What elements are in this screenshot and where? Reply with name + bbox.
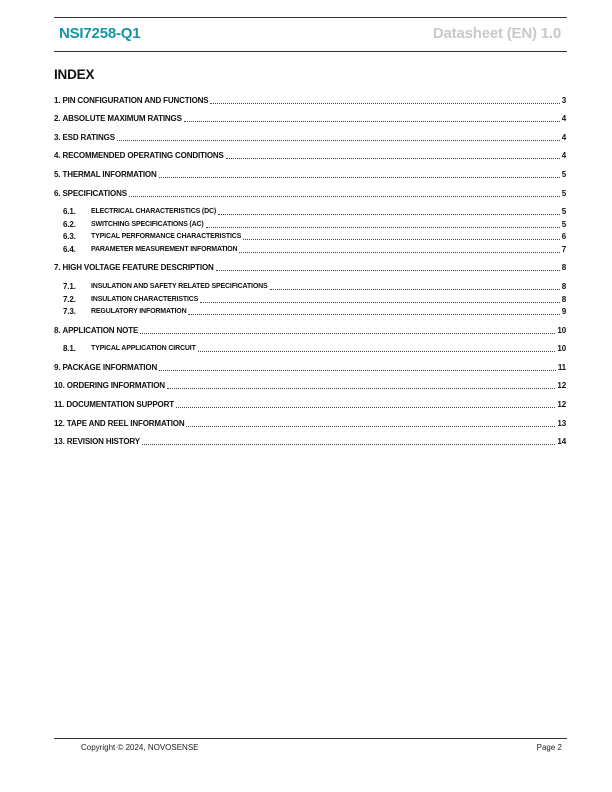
toc-number: 7.2. bbox=[63, 295, 76, 304]
toc-number: 6.4. bbox=[63, 245, 76, 254]
toc-number: 13. bbox=[54, 437, 65, 446]
toc-entry[interactable] bbox=[54, 325, 566, 336]
toc-page-number: 5 bbox=[561, 170, 566, 179]
toc-label: SWITCHING SPECIFICATIONS (AC) bbox=[91, 221, 204, 228]
toc-page-number: 3 bbox=[561, 96, 566, 105]
toc-label: HIGH VOLTAGE FEATURE DESCRIPTION bbox=[62, 263, 214, 272]
toc-page-number: 12 bbox=[557, 381, 566, 390]
toc-page-number: 11 bbox=[557, 363, 566, 372]
toc-entry[interactable] bbox=[54, 113, 566, 124]
toc-page-number: 4 bbox=[561, 133, 566, 142]
toc-number: 12. bbox=[54, 419, 65, 428]
index-title: INDEX bbox=[54, 67, 95, 82]
toc-label: ELECTRICAL CHARACTERISTICS (DC) bbox=[91, 208, 217, 215]
toc-page-number: 13 bbox=[557, 419, 566, 428]
toc-page-number: 5 bbox=[561, 220, 566, 229]
toc-page-number: 14 bbox=[557, 437, 566, 446]
toc-leader bbox=[142, 443, 555, 445]
toc-page-number: 8 bbox=[561, 263, 566, 272]
toc-label: PACKAGE INFORMATION bbox=[62, 363, 158, 372]
toc-page-number: 5 bbox=[561, 189, 566, 198]
toc-leader bbox=[176, 406, 555, 408]
toc-leader bbox=[216, 269, 560, 271]
toc-label: ESD RATINGS bbox=[62, 133, 115, 142]
page-header bbox=[54, 17, 567, 52]
toc-number: 11. bbox=[54, 400, 65, 409]
toc-entry[interactable] bbox=[54, 188, 566, 199]
toc-entry[interactable] bbox=[54, 150, 566, 161]
toc-label: THERMAL INFORMATION bbox=[62, 170, 157, 179]
footer-copyright: Copyright © 2024, NOVOSENSE bbox=[81, 743, 199, 752]
toc-leader bbox=[140, 332, 555, 334]
toc-page-number: 9 bbox=[561, 307, 566, 316]
toc-leader bbox=[243, 238, 560, 240]
toc-leader bbox=[186, 425, 555, 427]
toc-subentry[interactable] bbox=[63, 244, 566, 255]
toc-leader bbox=[226, 157, 560, 159]
toc-label: REGULATORY INFORMATION bbox=[91, 308, 187, 315]
toc-number: 6.3. bbox=[63, 232, 76, 241]
toc-number: 6.1. bbox=[63, 207, 76, 216]
toc-number: 7.3. bbox=[63, 307, 76, 316]
toc-leader bbox=[159, 176, 560, 178]
toc-label: SPECIFICATIONS bbox=[62, 189, 127, 198]
toc-leader bbox=[210, 102, 559, 104]
toc-entry[interactable] bbox=[54, 362, 566, 373]
toc-label: INSULATION CHARACTERISTICS bbox=[91, 296, 199, 303]
toc-page-number: 6 bbox=[561, 232, 566, 241]
document-id: NSI7258-Q1 bbox=[59, 25, 141, 42]
toc-leader bbox=[129, 195, 560, 197]
toc-number: 10. bbox=[54, 381, 65, 390]
toc-number: 5. bbox=[54, 170, 61, 179]
toc-number: 7. bbox=[54, 263, 61, 272]
toc-page-number: 4 bbox=[561, 151, 566, 160]
toc-leader bbox=[198, 350, 556, 352]
toc-leader bbox=[270, 288, 560, 290]
toc-leader bbox=[206, 226, 560, 228]
footer-divider bbox=[54, 738, 567, 739]
toc-page-number: 7 bbox=[561, 245, 566, 254]
toc-page-number: 10 bbox=[557, 344, 566, 353]
toc-number: 8. bbox=[54, 326, 61, 335]
toc-number: 2. bbox=[54, 114, 61, 123]
toc-number: 1. bbox=[54, 96, 61, 105]
toc-number: 4. bbox=[54, 151, 61, 160]
toc-leader bbox=[167, 387, 555, 389]
toc-page-number: 8 bbox=[561, 295, 566, 304]
toc-label: PARAMETER MEASUREMENT INFORMATION bbox=[91, 246, 238, 253]
toc-number: 8.1. bbox=[63, 344, 76, 353]
toc-leader bbox=[184, 120, 560, 122]
toc-label: REVISION HISTORY bbox=[66, 437, 140, 446]
toc-subentry[interactable] bbox=[63, 231, 566, 242]
toc-page-number: 5 bbox=[561, 207, 566, 216]
toc-entry[interactable] bbox=[54, 418, 566, 429]
toc-label: RECOMMENDED OPERATING CONDITIONS bbox=[62, 151, 224, 160]
toc-subentry[interactable] bbox=[63, 294, 566, 305]
toc-entry[interactable] bbox=[54, 399, 566, 410]
toc-number: 9. bbox=[54, 363, 61, 372]
toc-leader bbox=[159, 369, 556, 371]
toc-page-number: 8 bbox=[561, 282, 566, 291]
toc-label: INSULATION AND SAFETY RELATED SPECIFICATIONS bbox=[91, 283, 268, 290]
toc-subentry[interactable] bbox=[63, 206, 566, 217]
toc-page-number: 10 bbox=[557, 326, 566, 335]
toc-leader bbox=[188, 313, 559, 315]
toc-label: APPLICATION NOTE bbox=[62, 326, 139, 335]
toc-subentry[interactable] bbox=[63, 219, 566, 230]
toc-entry[interactable] bbox=[54, 262, 566, 273]
toc-label: TYPICAL APPLICATION CIRCUIT bbox=[91, 345, 196, 352]
toc-page-number: 4 bbox=[561, 114, 566, 123]
toc-label: TYPICAL PERFORMANCE CHARACTERISTICS bbox=[91, 233, 242, 240]
toc-label: TAPE AND REEL INFORMATION bbox=[66, 419, 185, 428]
toc-entry[interactable] bbox=[54, 132, 566, 143]
toc-entry[interactable] bbox=[54, 169, 566, 180]
toc-label: ABSOLUTE MAXIMUM RATINGS bbox=[62, 114, 182, 123]
toc-page-number: 12 bbox=[557, 400, 566, 409]
toc-label: DOCUMENTATION SUPPORT bbox=[66, 400, 174, 409]
toc-subentry[interactable] bbox=[63, 281, 566, 292]
toc-subentry[interactable] bbox=[63, 343, 566, 354]
toc-number: 6. bbox=[54, 189, 61, 198]
toc-leader bbox=[200, 301, 559, 303]
toc-label: ORDERING INFORMATION bbox=[66, 381, 165, 390]
document-type: Datasheet (EN) 1.0 bbox=[432, 25, 561, 42]
footer-page-number: Page 2 bbox=[536, 743, 562, 752]
toc-leader bbox=[218, 213, 560, 215]
toc-leader bbox=[117, 139, 560, 141]
toc-subentry[interactable] bbox=[63, 306, 566, 317]
toc-number: 3. bbox=[54, 133, 61, 142]
toc-label: PIN CONFIGURATION AND FUNCTIONS bbox=[62, 96, 209, 105]
toc-entry[interactable] bbox=[54, 436, 566, 447]
toc-number: 6.2. bbox=[63, 220, 76, 229]
toc-leader bbox=[239, 251, 559, 253]
toc-entry[interactable] bbox=[54, 380, 566, 391]
toc-entry[interactable] bbox=[54, 95, 566, 106]
toc-number: 7.1. bbox=[63, 282, 76, 291]
